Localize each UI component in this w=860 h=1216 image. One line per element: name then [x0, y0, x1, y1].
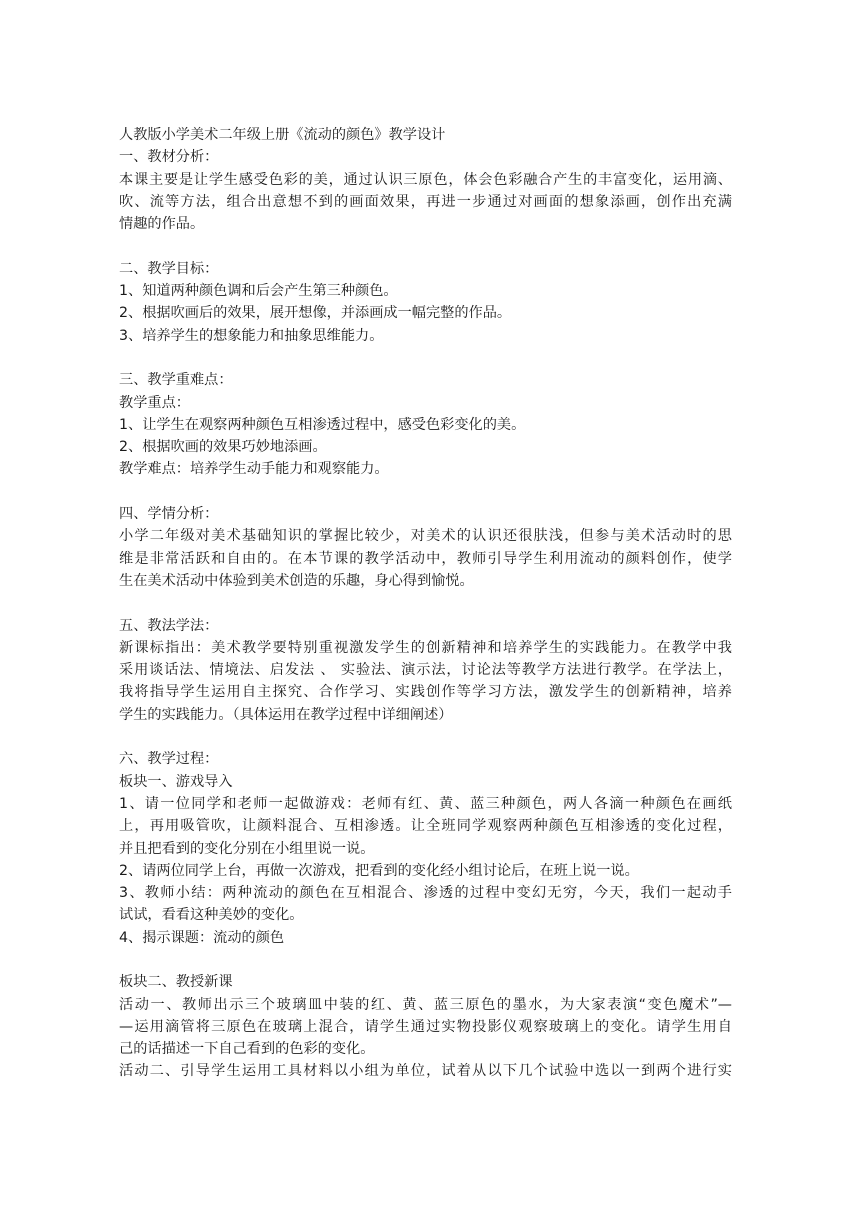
paragraph-line: 3、教师小结：两种流动的颜色在互相混合、渗透的过程中变幻无穷，今天，我们一起动手 [119, 885, 732, 902]
paragraph-line: 维是非常活跃和自由的。在本节课的教学活动中，教师引导学生利用流动的颜料创作，使学 [119, 550, 732, 567]
list-item: 1、知道两种颜色调和后会产生第三种颜色。 [119, 283, 398, 300]
paragraph-line: —运用滴管将三原色在玻璃上混合，请学生通过实物投影仪观察玻璃上的变化。请学生用自 [119, 1018, 732, 1035]
paragraph-line: 我将指导学生运用自主探究、合作学习、实践创作等学习方法，激发学生的创新精神，培养 [119, 684, 732, 701]
paragraph-line: 新课标指出：美术教学要特别重视激发学生的创新精神和培养学生的实践能力。在教学中我 [119, 639, 732, 656]
paragraph-line: 采用谈话法、情境法、启发法 、 实验法、演示法，讨论法等教学方法进行教学。在学法上， [119, 662, 732, 679]
document-title: 人教版小学美术二年级上册《流动的颜色》教学设计 [119, 127, 446, 143]
section-heading-3: 三、教学重难点： [119, 372, 233, 389]
paragraph-line: 活动二、引导学生运用工具材料以小组为单位，试着从以下几个试验中选以一到两个进行实 [119, 1063, 732, 1080]
paragraph-line: 吹、流等方法，组合出意想不到的画面效果，再进一步通过对画面的想象添画，创作出充满 [119, 193, 732, 210]
paragraph-line: 上，再用吸管吹，让颜料混合、互相渗透。让全班同学观察两种颜色互相渗透的变化过程， [119, 818, 732, 835]
paragraph-line: 活动一、教师出示三个玻璃皿中装的红、黄、蓝三原色的墨水，为大家表演“变色魔术”— [119, 996, 732, 1013]
blank-line [119, 481, 732, 503]
paragraph-line: 2、请两位同学上台，再做一次游戏，把看到的变化经小组讨论后，在班上说一说。 [119, 862, 639, 879]
document-page [119, 124, 732, 1083]
list-item: 2、根据吹画的效果巧妙地添画。 [119, 439, 327, 456]
paragraph-line: 己的话描述一下自己看到的色彩的变化。 [119, 1041, 375, 1058]
section-heading-5: 五、教法学法： [119, 617, 219, 634]
paragraph-line: 本课主要是让学生感受色彩的美，通过认识三原色，体会色彩融合产生的丰富变化，运用滴、 [119, 171, 732, 188]
blank-line [119, 949, 732, 971]
section-heading-2: 二、教学目标： [119, 260, 219, 277]
section-heading-6: 六、教学过程： [119, 751, 219, 768]
list-item: 2、根据吹画后的效果，展开想像，并添画成一幅完整的作品。 [119, 305, 512, 322]
key-points-label: 教学重点： [119, 394, 190, 411]
block-heading-1: 板块一、游戏导入 [119, 773, 233, 790]
paragraph-line: 情趣的作品。 [119, 216, 205, 233]
blank-line [119, 347, 732, 369]
paragraph-line: 小学二年级对美术基础知识的掌握比较少，对美术的认识还很肤浅，但参与美术活动时的思 [119, 528, 732, 545]
paragraph-line: 生在美术活动中体验到美术创造的乐趣，身心得到愉悦。 [119, 572, 474, 589]
list-item: 3、培养学生的想象能力和抽象思维能力。 [119, 327, 384, 344]
section-heading-4: 四、学情分析： [119, 506, 219, 523]
paragraph-line: 4、揭示课题：流动的颜色 [119, 929, 285, 946]
paragraph-line: 试试，看看这种美妙的变化。 [119, 907, 304, 924]
blank-line [119, 235, 732, 257]
blank-line [119, 592, 732, 614]
block-heading-2: 板块二、教授新课 [119, 974, 233, 991]
list-item: 1、让学生在观察两种颜色互相渗透过程中，感受色彩变化的美。 [119, 416, 526, 433]
difficulty-line: 教学难点：培养学生动手能力和观察能力。 [119, 461, 389, 478]
paragraph-line: 并且把看到的变化分别在小组里说一说。 [119, 840, 375, 857]
paragraph-line: 1、请一位同学和老师一起做游戏：老师有红、黄、蓝三种颜色，两人各滴一种颜色在画纸 [119, 795, 732, 812]
section-heading-1: 一、教材分析： [119, 149, 219, 166]
paragraph-line: 学生的实践能力。（具体运用在教学过程中详细阐述） [119, 706, 453, 723]
blank-line [119, 726, 732, 748]
